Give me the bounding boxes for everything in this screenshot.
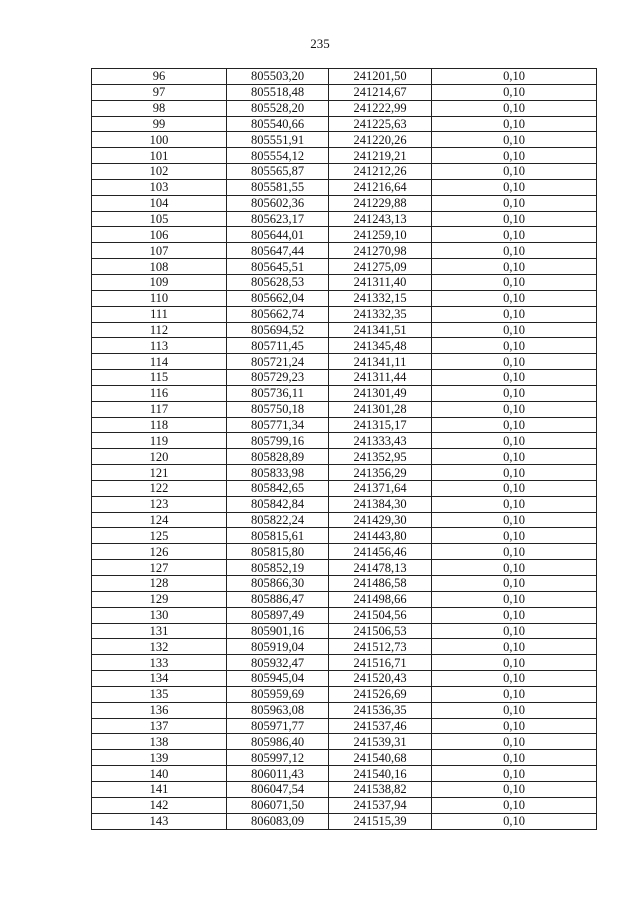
y-coordinate-cell: 241201,50	[329, 69, 432, 85]
table-row	[92, 401, 597, 417]
x-coordinate-cell: 805581,55	[227, 179, 329, 195]
x-coordinate-cell: 805971,77	[227, 718, 329, 734]
x-coordinate-cell: 805750,18	[227, 401, 329, 417]
accuracy-cell: 0,10	[432, 243, 597, 259]
point-number-cell: 112	[92, 322, 227, 338]
table-row	[92, 750, 597, 766]
accuracy-cell: 0,10	[432, 496, 597, 512]
point-number-cell: 137	[92, 718, 227, 734]
point-number-cell: 98	[92, 100, 227, 116]
y-coordinate-cell: 241311,40	[329, 274, 432, 290]
x-coordinate-cell: 805852,19	[227, 560, 329, 576]
table-row	[92, 496, 597, 512]
y-coordinate-cell: 241516,71	[329, 655, 432, 671]
y-coordinate-cell: 241526,69	[329, 686, 432, 702]
x-coordinate-cell: 805815,61	[227, 528, 329, 544]
y-coordinate-cell: 241214,67	[329, 84, 432, 100]
point-number-cell: 105	[92, 211, 227, 227]
y-coordinate-cell: 241540,68	[329, 750, 432, 766]
accuracy-cell: 0,10	[432, 417, 597, 433]
point-number-cell: 127	[92, 560, 227, 576]
x-coordinate-cell: 805711,45	[227, 338, 329, 354]
x-coordinate-cell: 805540,66	[227, 116, 329, 132]
table-row	[92, 702, 597, 718]
table-row	[92, 116, 597, 132]
accuracy-cell: 0,10	[432, 480, 597, 496]
point-number-cell: 107	[92, 243, 227, 259]
point-number-cell: 133	[92, 655, 227, 671]
x-coordinate-cell: 805623,17	[227, 211, 329, 227]
accuracy-cell: 0,10	[432, 702, 597, 718]
point-number-cell: 143	[92, 813, 227, 829]
y-coordinate-cell: 241512,73	[329, 639, 432, 655]
accuracy-cell: 0,10	[432, 306, 597, 322]
point-number-cell: 99	[92, 116, 227, 132]
table-row	[92, 385, 597, 401]
x-coordinate-cell: 805662,04	[227, 290, 329, 306]
accuracy-cell: 0,10	[432, 766, 597, 782]
x-coordinate-cell: 806047,54	[227, 781, 329, 797]
y-coordinate-cell: 241537,94	[329, 797, 432, 813]
x-coordinate-cell: 805565,87	[227, 164, 329, 180]
y-coordinate-cell: 241212,26	[329, 164, 432, 180]
point-number-cell: 129	[92, 591, 227, 607]
point-number-cell: 142	[92, 797, 227, 813]
table-row	[92, 84, 597, 100]
accuracy-cell: 0,10	[432, 560, 597, 576]
table-row	[92, 449, 597, 465]
x-coordinate-cell: 805644,01	[227, 227, 329, 243]
x-coordinate-cell: 805518,48	[227, 84, 329, 100]
point-number-cell: 132	[92, 639, 227, 655]
point-number-cell: 141	[92, 781, 227, 797]
accuracy-cell: 0,10	[432, 512, 597, 528]
x-coordinate-cell: 805886,47	[227, 591, 329, 607]
x-coordinate-cell: 805945,04	[227, 671, 329, 687]
table-row	[92, 338, 597, 354]
x-coordinate-cell: 805602,36	[227, 195, 329, 211]
y-coordinate-cell: 241538,82	[329, 781, 432, 797]
y-coordinate-cell: 241384,30	[329, 496, 432, 512]
y-coordinate-cell: 241220,26	[329, 132, 432, 148]
x-coordinate-cell: 805932,47	[227, 655, 329, 671]
accuracy-cell: 0,10	[432, 370, 597, 386]
y-coordinate-cell: 241301,28	[329, 401, 432, 417]
accuracy-cell: 0,10	[432, 259, 597, 275]
y-coordinate-cell: 241275,09	[329, 259, 432, 275]
point-number-cell: 111	[92, 306, 227, 322]
point-number-cell: 131	[92, 623, 227, 639]
y-coordinate-cell: 241222,99	[329, 100, 432, 116]
point-number-cell: 117	[92, 401, 227, 417]
point-number-cell: 135	[92, 686, 227, 702]
table-row	[92, 306, 597, 322]
table-row	[92, 734, 597, 750]
point-number-cell: 136	[92, 702, 227, 718]
table-row	[92, 132, 597, 148]
x-coordinate-cell: 805828,89	[227, 449, 329, 465]
y-coordinate-cell: 241520,43	[329, 671, 432, 687]
y-coordinate-cell: 241540,16	[329, 766, 432, 782]
point-number-cell: 140	[92, 766, 227, 782]
x-coordinate-cell: 805503,20	[227, 69, 329, 85]
accuracy-cell: 0,10	[432, 195, 597, 211]
accuracy-cell: 0,10	[432, 528, 597, 544]
y-coordinate-cell: 241371,64	[329, 480, 432, 496]
point-number-cell: 139	[92, 750, 227, 766]
point-number-cell: 118	[92, 417, 227, 433]
x-coordinate-cell: 805901,16	[227, 623, 329, 639]
accuracy-cell: 0,10	[432, 164, 597, 180]
x-coordinate-cell: 805833,98	[227, 465, 329, 481]
accuracy-cell: 0,10	[432, 322, 597, 338]
accuracy-cell: 0,10	[432, 576, 597, 592]
table-row	[92, 274, 597, 290]
table-row	[92, 607, 597, 623]
point-number-cell: 97	[92, 84, 227, 100]
x-coordinate-cell: 805662,74	[227, 306, 329, 322]
table-row	[92, 211, 597, 227]
table-row	[92, 512, 597, 528]
accuracy-cell: 0,10	[432, 607, 597, 623]
x-coordinate-cell: 805694,52	[227, 322, 329, 338]
table-row	[92, 718, 597, 734]
x-coordinate-cell: 805736,11	[227, 385, 329, 401]
y-coordinate-cell: 241301,49	[329, 385, 432, 401]
table-row	[92, 164, 597, 180]
x-coordinate-cell: 805645,51	[227, 259, 329, 275]
accuracy-cell: 0,10	[432, 750, 597, 766]
point-number-cell: 108	[92, 259, 227, 275]
table-row	[92, 686, 597, 702]
x-coordinate-cell: 805551,91	[227, 132, 329, 148]
accuracy-cell: 0,10	[432, 718, 597, 734]
x-coordinate-cell: 805647,44	[227, 243, 329, 259]
x-coordinate-cell: 805815,80	[227, 544, 329, 560]
accuracy-cell: 0,10	[432, 354, 597, 370]
point-number-cell: 102	[92, 164, 227, 180]
table-row	[92, 781, 597, 797]
point-number-cell: 106	[92, 227, 227, 243]
point-number-cell: 120	[92, 449, 227, 465]
coordinates-table	[91, 68, 597, 830]
point-number-cell: 114	[92, 354, 227, 370]
accuracy-cell: 0,10	[432, 813, 597, 829]
point-number-cell: 115	[92, 370, 227, 386]
table-row	[92, 354, 597, 370]
table-row	[92, 100, 597, 116]
x-coordinate-cell: 805842,65	[227, 480, 329, 496]
y-coordinate-cell: 241229,88	[329, 195, 432, 211]
point-number-cell: 134	[92, 671, 227, 687]
table-row	[92, 528, 597, 544]
accuracy-cell: 0,10	[432, 797, 597, 813]
point-number-cell: 119	[92, 433, 227, 449]
table-row	[92, 544, 597, 560]
y-coordinate-cell: 241537,46	[329, 718, 432, 734]
y-coordinate-cell: 241498,66	[329, 591, 432, 607]
y-coordinate-cell: 241478,13	[329, 560, 432, 576]
table-row	[92, 243, 597, 259]
accuracy-cell: 0,10	[432, 290, 597, 306]
accuracy-cell: 0,10	[432, 227, 597, 243]
accuracy-cell: 0,10	[432, 686, 597, 702]
point-number-cell: 104	[92, 195, 227, 211]
accuracy-cell: 0,10	[432, 132, 597, 148]
accuracy-cell: 0,10	[432, 116, 597, 132]
x-coordinate-cell: 805997,12	[227, 750, 329, 766]
table-row	[92, 655, 597, 671]
table-row	[92, 179, 597, 195]
x-coordinate-cell: 805842,84	[227, 496, 329, 512]
x-coordinate-cell: 805528,20	[227, 100, 329, 116]
accuracy-cell: 0,10	[432, 179, 597, 195]
table-row	[92, 465, 597, 481]
y-coordinate-cell: 241536,35	[329, 702, 432, 718]
x-coordinate-cell: 805628,53	[227, 274, 329, 290]
accuracy-cell: 0,10	[432, 100, 597, 116]
x-coordinate-cell: 806083,09	[227, 813, 329, 829]
y-coordinate-cell: 241486,58	[329, 576, 432, 592]
x-coordinate-cell: 805866,30	[227, 576, 329, 592]
table-row	[92, 370, 597, 386]
accuracy-cell: 0,10	[432, 781, 597, 797]
table-row	[92, 766, 597, 782]
y-coordinate-cell: 241352,95	[329, 449, 432, 465]
y-coordinate-cell: 241443,80	[329, 528, 432, 544]
x-coordinate-cell: 805959,69	[227, 686, 329, 702]
x-coordinate-cell: 805799,16	[227, 433, 329, 449]
accuracy-cell: 0,10	[432, 69, 597, 85]
x-coordinate-cell: 805729,23	[227, 370, 329, 386]
table-row	[92, 813, 597, 829]
point-number-cell: 124	[92, 512, 227, 528]
y-coordinate-cell: 241506,53	[329, 623, 432, 639]
accuracy-cell: 0,10	[432, 734, 597, 750]
y-coordinate-cell: 241332,15	[329, 290, 432, 306]
table-row	[92, 560, 597, 576]
point-number-cell: 126	[92, 544, 227, 560]
table-row	[92, 69, 597, 85]
x-coordinate-cell: 806071,50	[227, 797, 329, 813]
point-number-cell: 138	[92, 734, 227, 750]
point-number-cell: 122	[92, 480, 227, 496]
accuracy-cell: 0,10	[432, 639, 597, 655]
point-number-cell: 116	[92, 385, 227, 401]
table-row	[92, 259, 597, 275]
point-number-cell: 121	[92, 465, 227, 481]
table-row	[92, 148, 597, 164]
y-coordinate-cell: 241341,11	[329, 354, 432, 370]
point-number-cell: 125	[92, 528, 227, 544]
point-number-cell: 109	[92, 274, 227, 290]
y-coordinate-cell: 241243,13	[329, 211, 432, 227]
accuracy-cell: 0,10	[432, 623, 597, 639]
y-coordinate-cell: 241315,17	[329, 417, 432, 433]
accuracy-cell: 0,10	[432, 544, 597, 560]
point-number-cell: 123	[92, 496, 227, 512]
table-row	[92, 480, 597, 496]
table-row	[92, 227, 597, 243]
accuracy-cell: 0,10	[432, 655, 597, 671]
accuracy-cell: 0,10	[432, 148, 597, 164]
point-number-cell: 110	[92, 290, 227, 306]
x-coordinate-cell: 805897,49	[227, 607, 329, 623]
table-row	[92, 639, 597, 655]
y-coordinate-cell: 241225,63	[329, 116, 432, 132]
table-row	[92, 322, 597, 338]
x-coordinate-cell: 805919,04	[227, 639, 329, 655]
accuracy-cell: 0,10	[432, 671, 597, 687]
table-row	[92, 417, 597, 433]
x-coordinate-cell: 806011,43	[227, 766, 329, 782]
y-coordinate-cell: 241259,10	[329, 227, 432, 243]
accuracy-cell: 0,10	[432, 449, 597, 465]
accuracy-cell: 0,10	[432, 433, 597, 449]
table-row	[92, 591, 597, 607]
table-row	[92, 671, 597, 687]
table-row	[92, 433, 597, 449]
point-number-cell: 113	[92, 338, 227, 354]
table-row	[92, 797, 597, 813]
table-row	[92, 195, 597, 211]
y-coordinate-cell: 241456,46	[329, 544, 432, 560]
x-coordinate-cell: 805986,40	[227, 734, 329, 750]
y-coordinate-cell: 241539,31	[329, 734, 432, 750]
x-coordinate-cell: 805554,12	[227, 148, 329, 164]
y-coordinate-cell: 241429,30	[329, 512, 432, 528]
x-coordinate-cell: 805963,08	[227, 702, 329, 718]
accuracy-cell: 0,10	[432, 385, 597, 401]
accuracy-cell: 0,10	[432, 211, 597, 227]
point-number-cell: 100	[92, 132, 227, 148]
point-number-cell: 103	[92, 179, 227, 195]
y-coordinate-cell: 241332,35	[329, 306, 432, 322]
y-coordinate-cell: 241341,51	[329, 322, 432, 338]
point-number-cell: 128	[92, 576, 227, 592]
x-coordinate-cell: 805771,34	[227, 417, 329, 433]
point-number-cell: 96	[92, 69, 227, 85]
accuracy-cell: 0,10	[432, 401, 597, 417]
x-coordinate-cell: 805822,24	[227, 512, 329, 528]
accuracy-cell: 0,10	[432, 84, 597, 100]
y-coordinate-cell: 241311,44	[329, 370, 432, 386]
y-coordinate-cell: 241333,43	[329, 433, 432, 449]
point-number-cell: 101	[92, 148, 227, 164]
y-coordinate-cell: 241345,48	[329, 338, 432, 354]
accuracy-cell: 0,10	[432, 465, 597, 481]
y-coordinate-cell: 241219,21	[329, 148, 432, 164]
accuracy-cell: 0,10	[432, 338, 597, 354]
x-coordinate-cell: 805721,24	[227, 354, 329, 370]
y-coordinate-cell: 241216,64	[329, 179, 432, 195]
y-coordinate-cell: 241515,39	[329, 813, 432, 829]
table-row	[92, 623, 597, 639]
point-number-cell: 130	[92, 607, 227, 623]
accuracy-cell: 0,10	[432, 274, 597, 290]
table-row	[92, 290, 597, 306]
accuracy-cell: 0,10	[432, 591, 597, 607]
table-row	[92, 576, 597, 592]
y-coordinate-cell: 241356,29	[329, 465, 432, 481]
y-coordinate-cell: 241270,98	[329, 243, 432, 259]
page-number: 235	[310, 36, 330, 51]
y-coordinate-cell: 241504,56	[329, 607, 432, 623]
